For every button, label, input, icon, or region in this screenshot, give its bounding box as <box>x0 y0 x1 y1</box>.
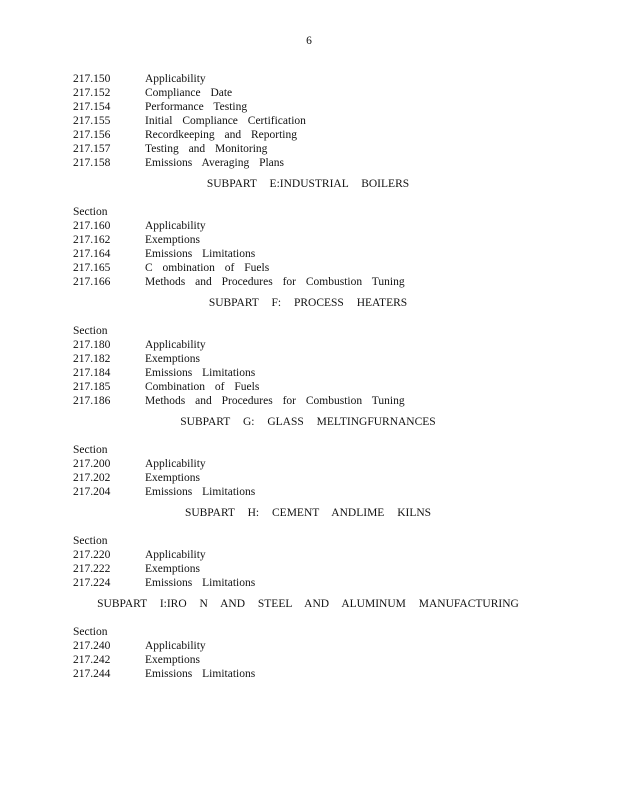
section-title: Applicability <box>145 339 206 351</box>
section-number: 217.154 <box>73 101 111 113</box>
section-number: 217.222 <box>73 563 111 575</box>
toc-entry <box>73 100 573 114</box>
section-title: Exemptions <box>145 472 200 484</box>
subpart-g <box>73 415 573 499</box>
section-title: Performance Testing <box>145 101 248 113</box>
table-of-contents <box>73 72 573 681</box>
section-label: Section <box>73 626 108 638</box>
section-number: 217.200 <box>73 458 111 470</box>
subpart-e <box>73 177 573 289</box>
section-number: 217.224 <box>73 577 111 589</box>
toc-entry <box>73 485 573 499</box>
toc-entry <box>73 275 573 289</box>
toc-entry <box>73 72 573 86</box>
section-number: 217.242 <box>73 654 111 666</box>
section-number: 217.185 <box>73 381 111 393</box>
section-number: 217.150 <box>73 73 111 85</box>
section-title: Applicability <box>145 640 206 652</box>
toc-entry <box>73 639 573 653</box>
section-title: Emissions Averaging Plans <box>145 157 285 169</box>
toc-entry <box>73 156 573 170</box>
toc-entry <box>73 114 573 128</box>
toc-entry <box>73 380 573 394</box>
section-title: Combination of Fuels <box>145 381 260 393</box>
toc-entry <box>73 247 573 261</box>
toc-entry <box>73 261 573 275</box>
subpart-h <box>73 506 573 590</box>
intro-entries <box>73 72 573 170</box>
toc-entry <box>73 667 573 681</box>
section-number: 217.162 <box>73 234 111 246</box>
section-title: Exemptions <box>145 234 200 246</box>
section-title: Exemptions <box>145 353 200 365</box>
subpart-heading: SUBPART E:INDUSTRIAL BOILERS <box>206 178 410 190</box>
toc-entry <box>73 219 573 233</box>
section-number: 217.155 <box>73 115 111 127</box>
section-title: Applicability <box>145 220 206 232</box>
section-title: Applicability <box>145 549 206 561</box>
section-number: 217.240 <box>73 640 111 652</box>
section-number: 217.202 <box>73 472 111 484</box>
toc-entry <box>73 576 573 590</box>
section-number: 217.166 <box>73 276 111 288</box>
section-title: Testing and Monitoring <box>145 143 268 155</box>
section-number: 217.157 <box>73 143 111 155</box>
toc-entry <box>73 471 573 485</box>
section-title: Emissions Limitations <box>145 367 256 379</box>
section-number: 217.165 <box>73 262 111 274</box>
section-label: Section <box>73 444 108 456</box>
toc-entry <box>73 338 573 352</box>
section-title: Applicability <box>145 458 206 470</box>
section-number: 217.160 <box>73 220 111 232</box>
section-number: 217.164 <box>73 248 111 260</box>
page-number: 6 <box>306 35 312 47</box>
toc-entry <box>73 394 573 408</box>
toc-entry <box>73 233 573 247</box>
section-title: Compliance Date <box>145 87 233 99</box>
section-title: Recordkeeping and Reporting <box>145 129 297 141</box>
section-label: Section <box>73 535 108 547</box>
subpart-f <box>73 296 573 408</box>
section-title: Exemptions <box>145 654 200 666</box>
section-title: Emissions Limitations <box>145 486 256 498</box>
subpart-heading: SUBPART H: CEMENT ANDLIME KILNS <box>184 507 432 519</box>
section-number: 217.186 <box>73 395 111 407</box>
section-number: 217.158 <box>73 157 111 169</box>
section-number: 217.180 <box>73 339 111 351</box>
section-title: Methods and Procedures for Combustion Tuning <box>145 276 405 288</box>
section-number: 217.244 <box>73 668 111 680</box>
toc-entry <box>73 653 573 667</box>
subpart-heading: SUBPART I:IRO N AND STEEL AND ALUMINUM MANUFACTURING <box>97 598 519 610</box>
section-number: 217.156 <box>73 129 111 141</box>
section-title: Emissions Limitations <box>145 248 256 260</box>
section-number: 217.182 <box>73 353 111 365</box>
section-title: Emissions Limitations <box>145 668 256 680</box>
section-number: 217.220 <box>73 549 111 561</box>
subpart-heading: SUBPART G: GLASS MELTINGFURNANCES <box>180 416 436 428</box>
subpart-heading: SUBPART F: PROCESS HEATERS <box>208 297 408 309</box>
toc-entry <box>73 142 573 156</box>
toc-entry <box>73 86 573 100</box>
section-number: 217.204 <box>73 486 111 498</box>
section-label: Section <box>73 325 108 337</box>
section-title: Emissions Limitations <box>145 577 256 589</box>
toc-entry <box>73 457 573 471</box>
toc-entry <box>73 366 573 380</box>
section-title: Methods and Procedures for Combustion Tuning <box>145 395 405 407</box>
section-title: C ombination of Fuels <box>145 262 270 274</box>
toc-entry <box>73 128 573 142</box>
section-number: 217.152 <box>73 87 111 99</box>
section-title: Applicability <box>145 73 206 85</box>
toc-entry <box>73 562 573 576</box>
subpart-i <box>73 597 573 681</box>
toc-entry <box>73 352 573 366</box>
section-title: Exemptions <box>145 563 200 575</box>
section-label: Section <box>73 206 108 218</box>
section-number: 217.184 <box>73 367 111 379</box>
section-title: Initial Compliance Certification <box>145 115 306 127</box>
toc-entry <box>73 548 573 562</box>
